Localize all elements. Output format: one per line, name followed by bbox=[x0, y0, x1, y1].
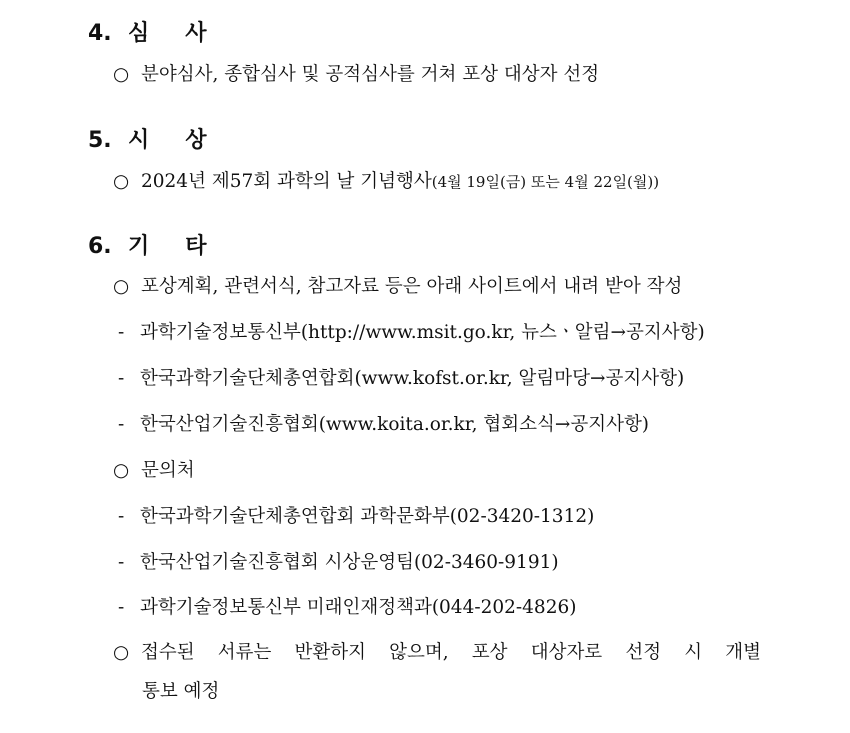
contact-text: 한국산업기술진흥협회 시상운영팀(02-3460-9191) bbox=[140, 552, 559, 573]
review-text: 분야심사, 종합심사 및 공적심사를 거쳐 포상 대상자 선정 bbox=[141, 64, 600, 85]
notice-text-line1: 접수된 서류는 반환하지 않으며, 포상 대상자로 선정 시 개별 bbox=[141, 642, 761, 663]
contact-text: 한국과학기술단체총연합회 과학문화부(02-3420-1312) bbox=[140, 506, 595, 527]
site-item bbox=[118, 412, 649, 438]
notice-continuation bbox=[142, 679, 219, 705]
notice-text-line2: 통보 예정 bbox=[142, 681, 220, 702]
section-number: 6. bbox=[88, 234, 112, 259]
materials-item bbox=[113, 274, 682, 300]
site-text: 한국산업기술진흥협회(www.koita.or.kr, 협회소식→공지사항) bbox=[140, 414, 650, 435]
dash-bullet-icon: - bbox=[118, 552, 125, 573]
dash-bullet-icon: - bbox=[118, 506, 125, 527]
award-date-note: (4월 19일(금) 또는 4월 22일(월)) bbox=[431, 173, 660, 191]
site-text: 한국과학기술단체총연합회(www.kofst.or.kr, 알림마당→공지사항) bbox=[140, 368, 685, 389]
section-heading-award bbox=[88, 123, 243, 154]
materials-text: 포상계획, 관련서식, 참고자료 등은 아래 사이트에서 내려 받아 작성 bbox=[141, 276, 683, 297]
site-item bbox=[118, 366, 684, 392]
section-heading-review bbox=[88, 16, 243, 47]
section-number: 5. bbox=[88, 128, 112, 153]
contact-text: 과학기술정보통신부 미래인재정책과(044-202-4826) bbox=[140, 597, 577, 618]
contact-item bbox=[118, 550, 559, 576]
section-title: 심사 bbox=[128, 21, 243, 46]
circle-bullet-icon: ○ bbox=[113, 276, 130, 297]
site-text: 과학기술정보통신부(http://www.msit.go.kr, 뉴스ㆍ알림→공지사항) bbox=[140, 322, 705, 343]
award-text: 2024년 제57회 과학의 날 기념행사 bbox=[141, 171, 432, 192]
dash-bullet-icon: - bbox=[118, 322, 125, 343]
contact-label: 문의처 bbox=[141, 460, 195, 481]
award-item bbox=[113, 169, 659, 195]
section-title: 기타 bbox=[128, 234, 243, 259]
contact-item bbox=[118, 595, 576, 621]
circle-bullet-icon: ○ bbox=[113, 642, 130, 663]
circle-bullet-icon: ○ bbox=[113, 460, 130, 481]
review-item bbox=[113, 62, 599, 88]
dash-bullet-icon: - bbox=[118, 414, 125, 435]
circle-bullet-icon: ○ bbox=[113, 171, 130, 192]
section-title: 시상 bbox=[128, 128, 243, 153]
dash-bullet-icon: - bbox=[118, 597, 125, 618]
circle-bullet-icon: ○ bbox=[113, 64, 130, 85]
notice-item bbox=[113, 640, 761, 666]
dash-bullet-icon: - bbox=[118, 368, 125, 389]
section-heading-other bbox=[88, 229, 243, 260]
section-number: 4. bbox=[88, 21, 112, 46]
contact-label-item bbox=[113, 458, 195, 484]
site-item bbox=[118, 320, 705, 346]
contact-item bbox=[118, 504, 594, 530]
